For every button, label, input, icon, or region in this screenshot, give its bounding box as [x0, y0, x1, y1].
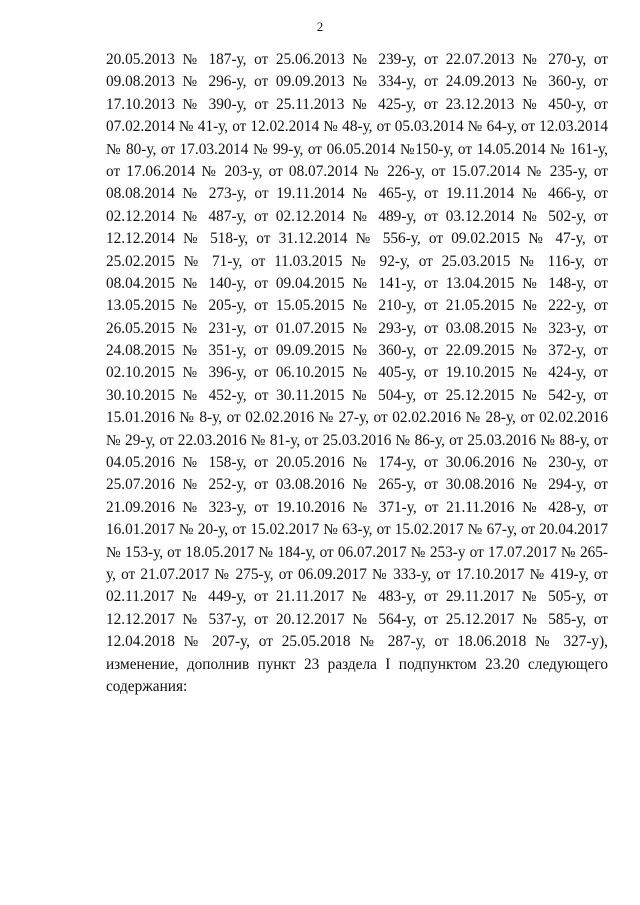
- text-line-20: 25.07.2016 № 252-у, от 03.08.2016 № 265-у, от 30.08.2016 № 294-у, от: [106, 476, 608, 494]
- text-line-27: 12.04.2018 № 207-у, от 25.05.2018 № 287-у, от 18.06.2018 № 327-у),: [106, 633, 608, 651]
- text-line-18: № 29-у, от 22.03.2016 № 81-у, от 25.03.2016 № 86-у, от 25.03.2016 № 88-у, от: [106, 431, 608, 449]
- document-body: [106, 49, 608, 698]
- text-line-11: 08.04.2015 № 140-у, от 09.04.2015 № 141-у, от 13.04.2015 № 148-у, от: [106, 274, 608, 292]
- text-line-16: 30.10.2015 № 452-у, от 30.11.2015 № 504-у, от 25.12.2015 № 542-у, от: [106, 386, 608, 404]
- text-line-15: 02.10.2015 № 396-у, от 06.10.2015 № 405-у, от 19.10.2015 № 424-у, от: [106, 364, 608, 382]
- text-line-7: 08.08.2014 № 273-у, от 19.11.2014 № 465-у, от 19.11.2014 № 466-у, от: [106, 185, 608, 203]
- text-line-12: 13.05.2015 № 205-у, от 15.05.2015 № 210-у, от 21.05.2015 № 222-у, от: [106, 297, 608, 315]
- text-line-23: № 153-у, от 18.05.2017 № 184-у, от 06.07.2017 № 253-у от 17.07.2017 № 265-: [106, 543, 608, 561]
- text-line-19: 04.05.2016 № 158-у, от 20.05.2016 № 174-у, от 30.06.2016 № 230-у, от: [106, 454, 608, 472]
- text-line-28: изменение, дополнив пункт 23 раздела I подпунктом 23.20 следующего: [106, 655, 608, 673]
- text-line-26: 12.12.2017 № 537-у, от 20.12.2017 № 564-у, от 25.12.2017 № 585-у, от: [106, 610, 608, 628]
- text-line-13: 26.05.2015 № 231-у, от 01.07.2015 № 293-у, от 03.08.2015 № 323-у, от: [106, 319, 608, 337]
- text-line-17: 15.01.2016 № 8-у, от 02.02.2016 № 27-у, от 02.02.2016 № 28-у, от 02.02.2016: [106, 409, 608, 427]
- text-line-3: 17.10.2013 № 390-у, от 25.11.2013 № 425-у, от 23.12.2013 № 450-у, от: [106, 95, 608, 113]
- text-line-5: № 80-у, от 17.03.2014 № 99-у, от 06.05.2014 №150-у, от 14.05.2014 № 161-у,: [106, 140, 608, 158]
- text-line-8: 02.12.2014 № 487-у, от 02.12.2014 № 489-у, от 03.12.2014 № 502-у, от: [106, 207, 608, 225]
- text-line-21: 21.09.2016 № 323-у, от 19.10.2016 № 371-у, от 21.11.2016 № 428-у, от: [106, 498, 608, 516]
- text-line-9: 12.12.2014 № 518-у, от 31.12.2014 № 556-у, от 09.02.2015 № 47-у, от: [106, 230, 608, 248]
- text-line-14: 24.08.2015 № 351-у, от 09.09.2015 № 360-у, от 22.09.2015 № 372-у, от: [106, 342, 608, 360]
- text-line-10: 25.02.2015 № 71-у, от 11.03.2015 № 92-у, от 25.03.2015 № 116-у, от: [106, 252, 608, 270]
- page-number: 2: [316, 19, 324, 34]
- text-line-25: 02.11.2017 № 449-у, от 21.11.2017 № 483-у, от 29.11.2017 № 505-у, от: [106, 588, 608, 606]
- text-line-1: 20.05.2013 № 187-у, от 25.06.2013 № 239-у, от 22.07.2013 № 270-у, от: [106, 51, 608, 68]
- text-line-4: 07.02.2014 № 41-у, от 12.02.2014 № 48-у, от 05.03.2014 № 64-у, от 12.03.2014: [106, 118, 608, 136]
- text-line-29: содержания:: [106, 677, 188, 695]
- text-line-6: от 17.06.2014 № 203-у, от 08.07.2014 № 226-у, от 15.07.2014 № 235-у, от: [106, 162, 608, 180]
- text-line-24: у, от 21.07.2017 № 275-у, от 06.09.2017 № 333-у, от 17.10.2017 № 419-у, от: [106, 565, 608, 583]
- text-line-2: 09.08.2013 № 296-у, от 09.09.2013 № 334-у, от 24.09.2013 № 360-у, от: [106, 73, 608, 91]
- text-line-22: 16.01.2017 № 20-у, от 15.02.2017 № 63-у, от 15.02.2017 № 67-у, от 20.04.2017: [106, 521, 608, 539]
